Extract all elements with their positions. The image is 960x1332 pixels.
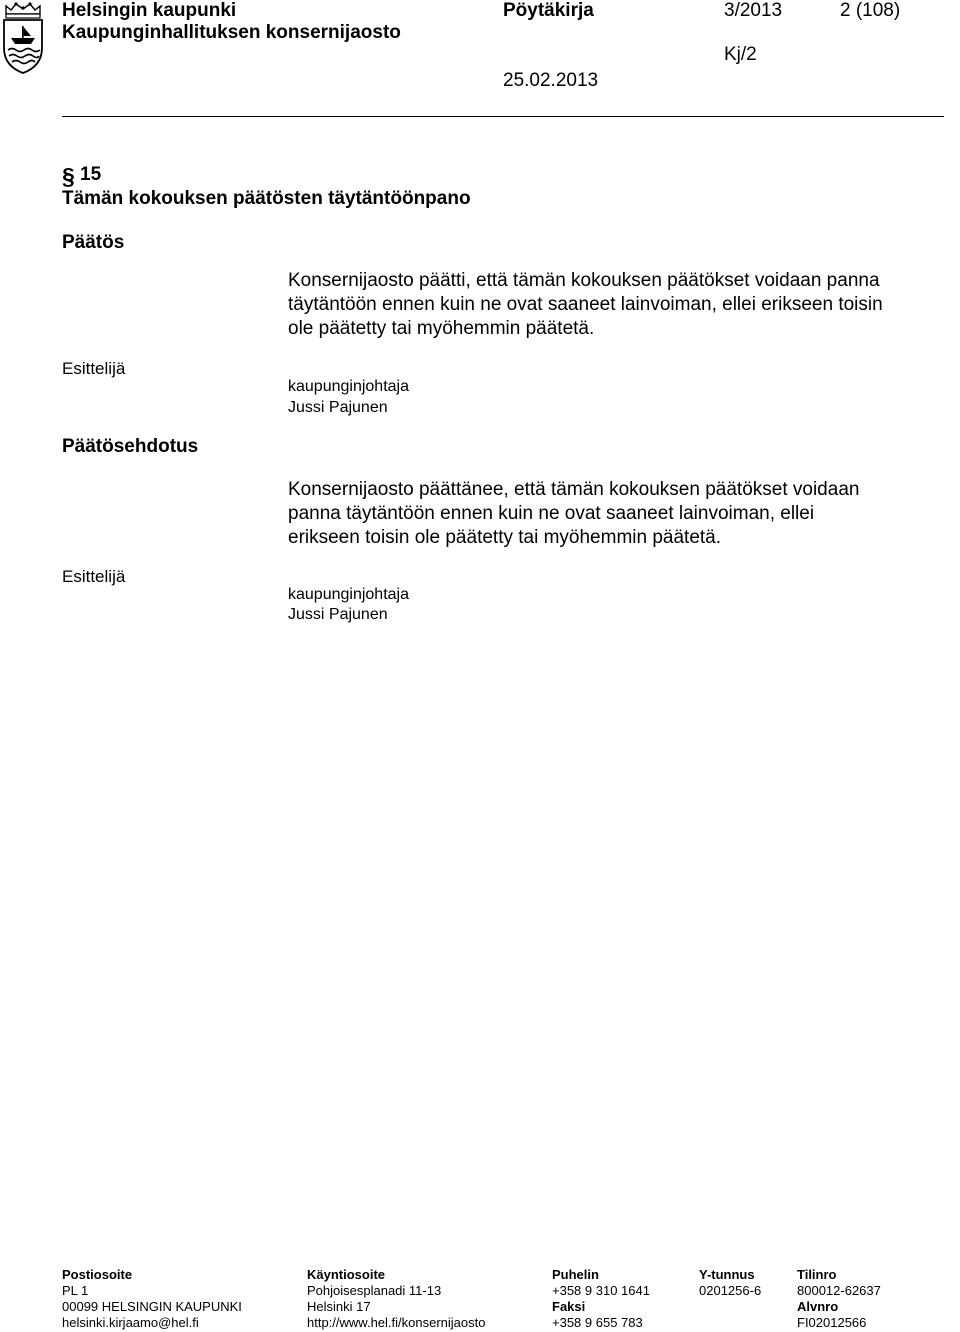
header-code: Kj/2 [724, 44, 757, 65]
header-number: 3/2013 [724, 0, 783, 21]
header-doc-type: Pöytäkirja [503, 0, 594, 21]
proposal-heading: Päätösehdotus [62, 436, 199, 457]
footer-account-label: Tilinro [797, 1267, 837, 1282]
proposal-line: Konsernijaosto päättänee, että tämän kokouksen päätökset voidaan [288, 479, 860, 500]
header-page: 2 (108) [840, 0, 901, 21]
footer-phone-value: +358 9 310 1641 [552, 1283, 650, 1298]
header-rule [62, 116, 944, 117]
helsinki-coat-of-arms-icon [0, 0, 46, 74]
footer-account-value: 800012-62637 [797, 1283, 881, 1298]
proposal-presenter-title: kaupunginjohtaja [288, 586, 409, 603]
footer-vat-value: FI02012566 [797, 1315, 867, 1330]
section-title: Tämän kokouksen päätösten täytäntöönpano [62, 188, 471, 209]
footer-business-id-value: 0201256-6 [699, 1283, 762, 1298]
footer-visiting-line: Helsinki 17 [307, 1299, 371, 1314]
footer-account [797, 1267, 881, 1331]
decision-heading: Päätös [62, 232, 125, 253]
proposal-presenter-label: Esittelijä [62, 567, 126, 586]
decision-presenter-label: Esittelijä [62, 359, 126, 378]
header-org: Helsingin kaupunki [62, 0, 237, 21]
proposal-text [288, 478, 938, 550]
footer-business-id-label: Y-tunnus [699, 1267, 755, 1282]
decision-line: Konsernijaosto päätti, että tämän kokouksen päätökset voidaan panna [288, 270, 880, 291]
footer-visiting-label: Käyntiosoite [307, 1267, 386, 1282]
footer-business-id [699, 1267, 761, 1299]
proposal-line: erikseen toisin ole päätetty tai myöhemmin päätetä. [288, 527, 722, 548]
footer-postal-line: 00099 HELSINGIN KAUPUNKI [62, 1299, 242, 1314]
footer-postal-line: PL 1 [62, 1283, 89, 1298]
decision-presenter-title: kaupunginjohtaja [288, 378, 409, 395]
footer-postal [62, 1267, 242, 1331]
footer-visiting-url: http://www.hel.fi/konsernijaosto [307, 1315, 486, 1330]
decision-line: ole päätetty tai myöhemmin päätetä. [288, 318, 595, 339]
footer-postal-label: Postiosoite [62, 1267, 133, 1282]
footer-fax-label: Faksi [552, 1299, 586, 1314]
footer-phone [552, 1267, 650, 1331]
section-number: 15 [80, 164, 102, 185]
footer-phone-label: Puhelin [552, 1267, 599, 1282]
footer-visiting [307, 1267, 485, 1331]
header-body: Kaupunginhallituksen konsernijaosto [62, 22, 401, 43]
footer-fax-value: +358 9 655 783 [552, 1315, 643, 1330]
footer-postal-email: helsinki.kirjaamo@hel.fi [62, 1315, 199, 1330]
decision-presenter-name: Jussi Pajunen [288, 399, 388, 416]
decision-line: täytäntöön ennen kuin ne ovat saaneet lainvoiman, ellei erikseen toisin [288, 294, 883, 315]
section-mark: § [62, 163, 75, 189]
decision-text [288, 269, 938, 341]
footer-visiting-line: Pohjoisesplanadi 11-13 [307, 1283, 442, 1298]
header-date: 25.02.2013 [503, 70, 599, 91]
proposal-presenter-name: Jussi Pajunen [288, 606, 388, 623]
footer-vat-label: Alvnro [797, 1299, 839, 1314]
proposal-line: panna täytäntöön ennen kuin ne ovat saaneet lainvoiman, ellei [288, 503, 815, 524]
